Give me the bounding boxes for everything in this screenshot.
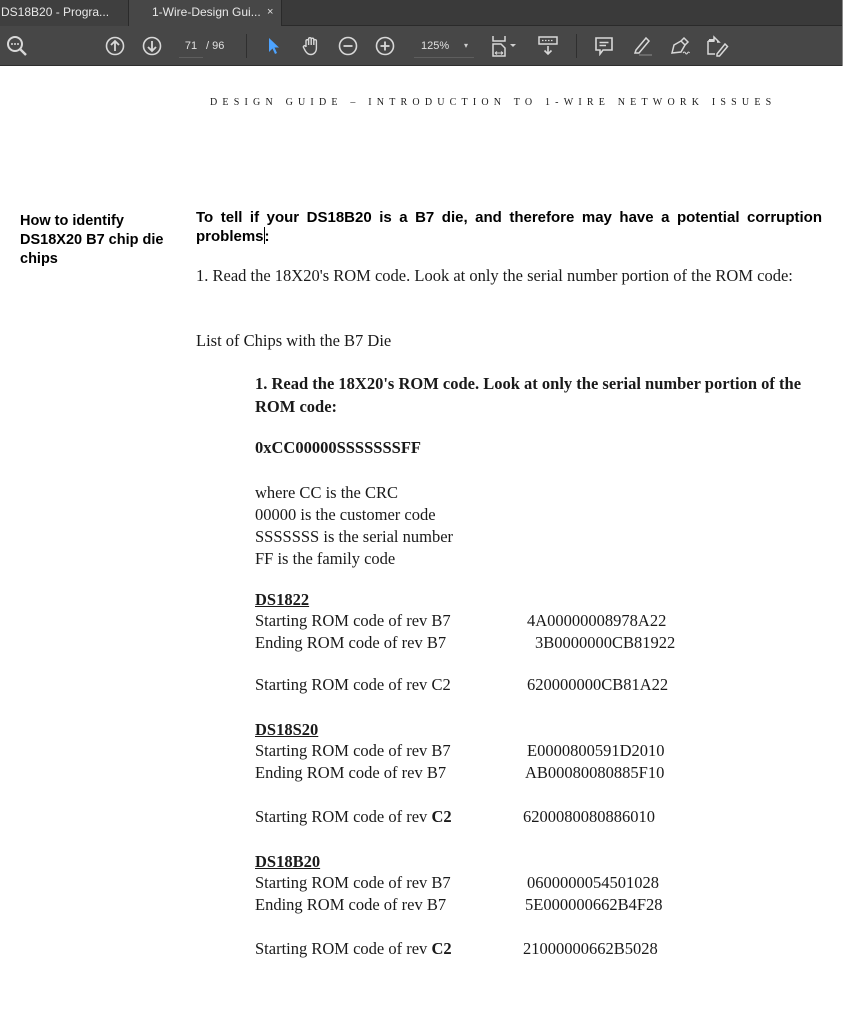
rom-label <box>255 807 452 827</box>
hand-tool-icon[interactable] <box>299 34 323 58</box>
sign-icon[interactable] <box>668 34 692 58</box>
rom-label: Ending ROM code of rev B7 <box>255 895 447 914</box>
running-header: DESIGN GUIDE – INTRODUCTION TO 1-WIRE NETWORK ISSUES <box>210 97 777 108</box>
step-1-text: 1. Read the 18X20's ROM code. Look at only the serial number portion of the ROM code: <box>196 266 793 285</box>
window-edge <box>842 0 856 66</box>
toolbar-divider <box>246 34 247 58</box>
intro-colon: : <box>264 228 270 245</box>
find-icon[interactable] <box>5 34 29 58</box>
rom-label: Starting ROM code of rev B7 <box>255 611 451 630</box>
rom-value: 3B0000000CB81922 <box>535 633 676 652</box>
chip-heading-ds1822: DS1822 <box>255 590 310 609</box>
scroll-mode-icon[interactable] <box>536 34 560 58</box>
rom-value: 21000000662B5028 <box>523 939 658 958</box>
tab-label: DS18B20 - Progra... <box>1 5 110 19</box>
rom-label <box>255 939 452 959</box>
fit-page-icon[interactable] <box>490 34 522 58</box>
legend-line: SSSSSSS is the serial number <box>255 527 454 546</box>
legend-line: 00000 is the customer code <box>255 505 436 524</box>
chevron-down-icon: ▾ <box>463 41 468 50</box>
rom-value: 6200080080886010 <box>523 807 655 826</box>
legend-line: where CC is the CRC <box>255 483 398 502</box>
rom-label-text: Starting ROM code of rev <box>255 807 432 826</box>
rom-value: E0000800591D2010 <box>527 741 665 760</box>
comment-icon[interactable] <box>592 34 616 58</box>
fill-sign-icon[interactable] <box>705 34 729 58</box>
rom-value: 5E000000662B4F28 <box>525 895 663 914</box>
rom-label <box>255 675 451 695</box>
page-number-input[interactable]: 71 <box>179 36 203 58</box>
zoom-out-icon[interactable] <box>336 34 360 58</box>
rom-value: AB00080080885F10 <box>525 763 665 782</box>
zoom-level-dropdown[interactable] <box>414 36 474 58</box>
legend-line: FF is the family code <box>255 549 396 568</box>
rev-text: C2 <box>431 939 452 958</box>
tab-ds18b20-programming[interactable] <box>0 0 129 26</box>
intro-text: To tell if your DS18B20 is a B7 die, and therefore may have a potential corruption problems <box>196 209 822 245</box>
rom-value: 0600000054501028 <box>527 873 659 892</box>
zoom-level-value: 125% <box>421 40 450 52</box>
tab-bar <box>0 0 842 26</box>
intro-paragraph <box>196 208 822 246</box>
chip-heading-ds18b20: DS18B20 <box>255 852 321 871</box>
side-heading: How to identify DS18X20 B7 chip die chips <box>20 213 164 267</box>
rom-code-legend <box>255 482 825 570</box>
rom-value: 4A00000008978A22 <box>527 611 667 630</box>
page-up-icon[interactable] <box>103 34 127 58</box>
rom-label: Ending ROM code of rev B7 <box>255 633 447 652</box>
rom-value: 620000000CB81A22 <box>527 675 669 694</box>
select-cursor-icon[interactable] <box>262 34 286 58</box>
close-tab-icon[interactable]: × <box>267 6 274 18</box>
rom-code-format: 0xCC00000SSSSSSSFF <box>255 438 421 457</box>
zoom-in-icon[interactable] <box>373 34 397 58</box>
pdf-page <box>0 66 856 1024</box>
toolbar-divider <box>576 34 577 58</box>
tab-1-wire-design-guide[interactable] <box>129 0 282 26</box>
pdf-toolbar <box>0 26 842 66</box>
tab-label: 1-Wire-Design Gui... <box>152 5 261 19</box>
page-down-icon[interactable] <box>140 34 164 58</box>
list-title: List of Chips with the B7 Die <box>196 331 392 350</box>
chip-heading-ds18s20: DS18S20 <box>255 720 319 739</box>
rom-label-text: Starting ROM code of rev <box>255 675 432 694</box>
rev-text: C2 <box>431 675 451 694</box>
highlight-icon[interactable] <box>630 34 654 58</box>
step-1-bold-text: 1. Read the 18X20's ROM code. Look at only the serial number portion of the ROM code: <box>255 374 802 416</box>
rom-label: Ending ROM code of rev B7 <box>255 763 447 782</box>
page-total: / 96 <box>206 40 225 52</box>
rom-label-text: Starting ROM code of rev <box>255 939 432 958</box>
rom-label: Starting ROM code of rev B7 <box>255 873 451 892</box>
rom-label: Starting ROM code of rev B7 <box>255 741 451 760</box>
rev-text: C2 <box>431 807 452 826</box>
